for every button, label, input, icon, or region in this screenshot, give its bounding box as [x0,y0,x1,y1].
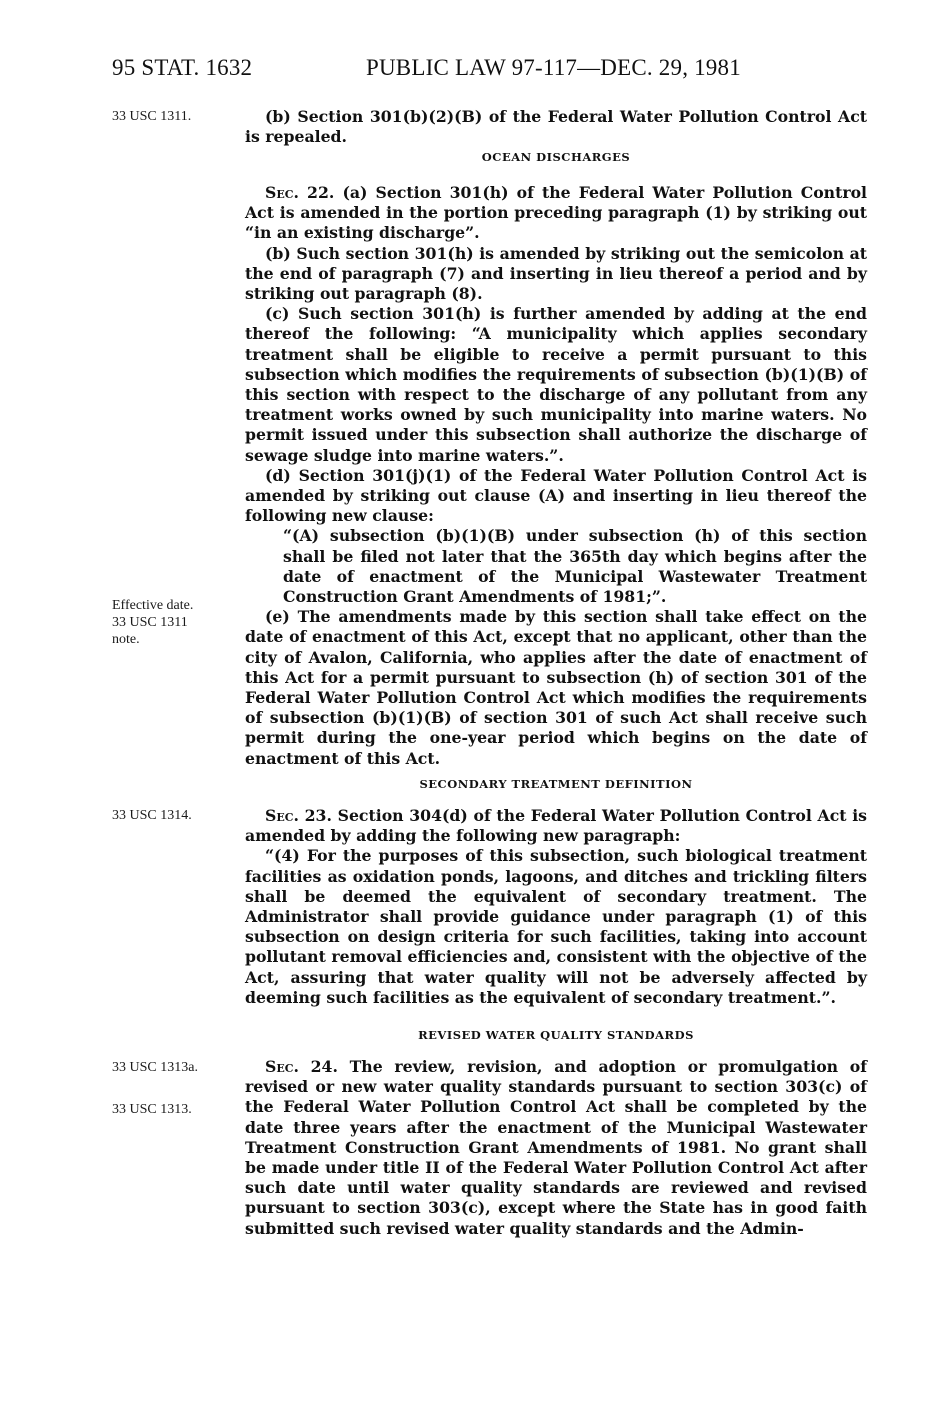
paragraph-24 [245,1057,867,1239]
paragraph-23-quote: “(4) For the purposes of this subsection, such biological treatment facilities as oxidation ponds, lagoons, and ditches and trickling filters shall be deemed the equivalent of secondary treatment. The Administrator shall provide guidance under paragraph (1) of this subsection on design criteria for such facilities, taking into account pollutant removal efficiencies and, consistent with the objective of the Act, assuring that water quality will not be adversely affected by deeming such facilities as the equivalent of secondary treatment.”. [245,846,867,1007]
page-number-header: 95 STAT. 1632 [112,55,253,80]
paragraph-22-e: (e) The amendments made by this section shall take effect on the date of enactment of this Act, except that no applicant, other than the city of Avalon, California, who applies after the date of enactment of this Act for a permit pursuant to subsection (h) of section 301 of the Federal Water Pollution Control Act which modifies the requirements of subsection (b)(1)(B) of section 301 of such Act shall receive such permit during the one-year period which begins on the date of enactment of this Act. [245,607,867,768]
margin-note-33-usc-1311: 33 USC 1311. [112,109,192,124]
margin-note-33-usc-1313: 33 USC 1313. [112,1102,192,1117]
paragraph-22-c: (c) Such section 301(h) is further amended by adding at the end thereof the following: “A municipality which applies secondary treatment shall be eligible to receive a permit pursuant to this subsection which modifies the requirements of subsection (b)(1)(B) of this section with respect to the discharge of any pollutant from any treatment works owned by such municipality into marine waters. No permit issued under this subsection shall authorize the discharge of sewage sludge into marine waters.”. [245,304,867,465]
paragraph-b-repeal: (b) Section 301(b)(2)(B) of the Federal Water Pollution Control Act is repealed. [245,107,867,147]
section-22-label: Sec. 22. [265,183,335,202]
section-24-text: The review, revision, and adoption or promulgation of revised or new water quality standards pursuant to section 303(c) of the Federal Water Pollution Control Act shall be completed by the date three years after the enactment of the Municipal Wastewater Treatment Construction Grant Amendments of 1981. No grant shall be made under title II of the Federal Water Pollution Control Act after such date until water quality standards are reviewed and revised pursuant to section 303(c), except where the State has in good faith submitted such revised water quality standards and the Admin- [245,1057,867,1238]
section-23-label: Sec. 23. [265,806,332,825]
section-23 [245,806,867,1008]
paragraph-22-d-quote: “(A) subsection (b)(1)(B) under subsection (h) of this section shall be filed not later that the 365th day which begins after the date of enactment of the Municipal Wastewater Treatment Construction Grant Amendments of 1981;”. [283,526,867,607]
ocean-discharges-heading: OCEAN DISCHARGES [481,150,631,164]
section-22-a-text: (a) Section 301(h) of the Federal Water Pollution Control Act is amended in the portion preceding paragraph (1) by striking out “in an existing discharge”. [245,183,868,243]
secondary-treatment-heading: SECONDARY TREATMENT DEFINITION [419,777,693,791]
public-law-header: PUBLIC LAW 97-117—DEC. 29, 1981 [366,55,741,80]
margin-note-33-usc-1313a: 33 USC 1313a. [112,1060,198,1075]
margin-note-33-usc-1314: 33 USC 1314. [112,808,192,823]
section-b-repeal [245,107,867,147]
paragraph-22-d: (d) Section 301(j)(1) of the Federal Water Pollution Control Act is amended by striking out clause (A) and inserting in lieu thereof the following new clause: [245,465,867,526]
section-24 [245,1057,867,1239]
section-22 [245,183,867,769]
paragraph-23 [245,806,867,846]
paragraph-22-b: (b) Such section 301(h) is amended by striking out the semicolon at the end of paragraph (7) and inserting in lieu thereof a period and by striking out paragraph (8). [245,243,867,304]
revised-water-quality-heading: REVISED WATER QUALITY STANDARDS [418,1028,694,1042]
paragraph-22-a [245,183,867,244]
section-24-label: Sec. 24. [265,1057,338,1076]
section-23-text: Section 304(d) of the Federal Water Pollution Control Act is amended by adding the following new paragraph: [245,806,867,846]
margin-note-effective-date: Effective date. 33 USC 1311 note. [112,598,194,647]
